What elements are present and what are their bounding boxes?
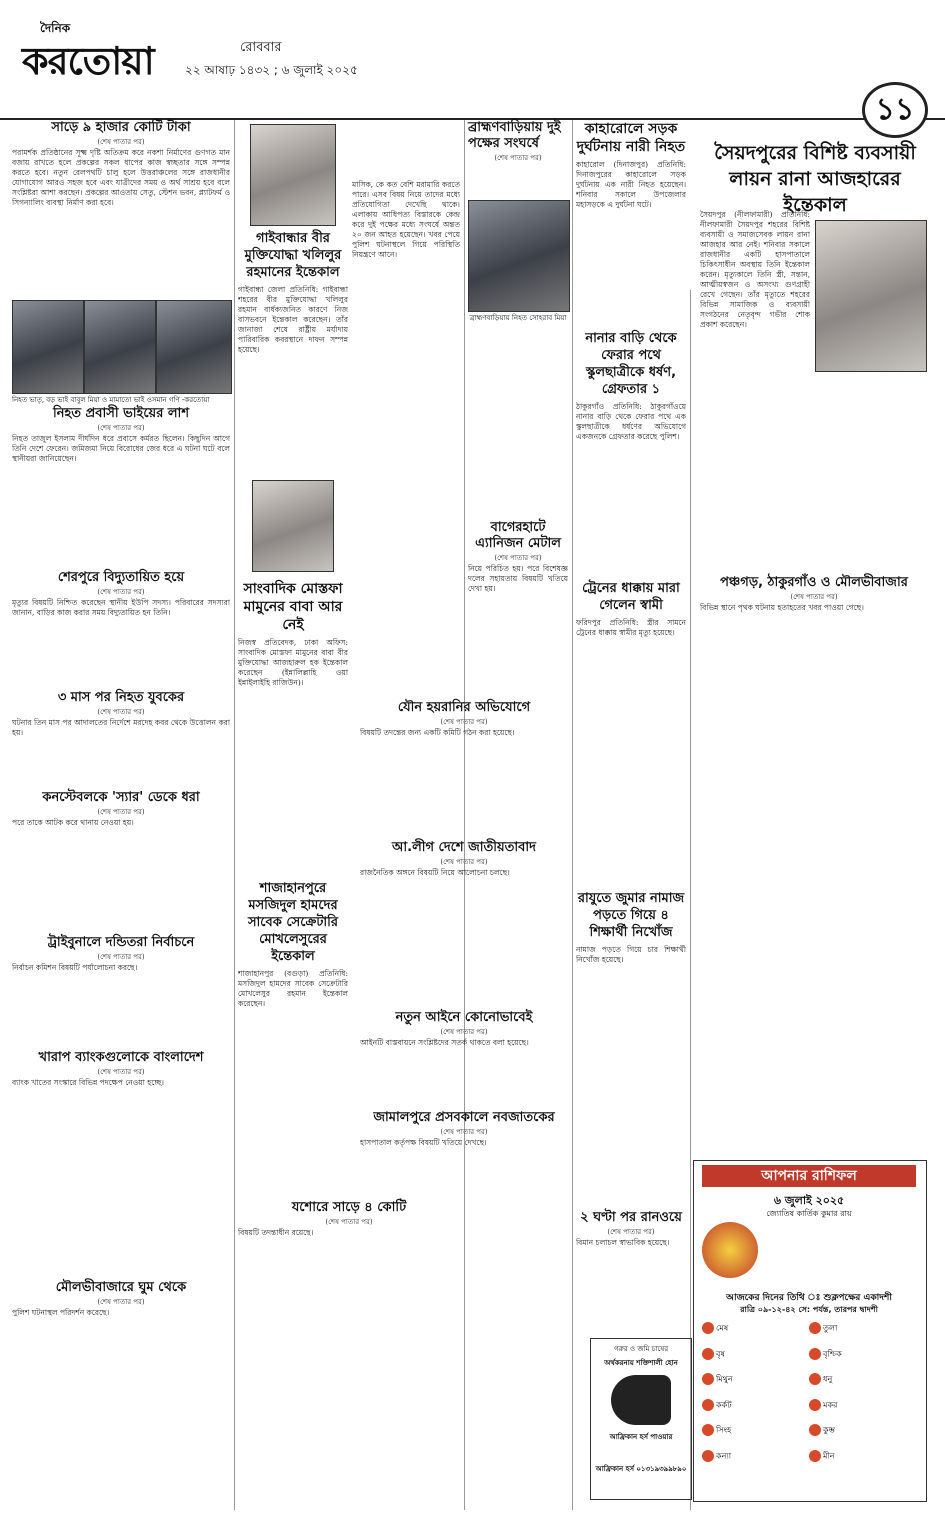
headline: ট্রেনের ধাক্কায় মারা গেলেন স্বামী bbox=[582, 581, 680, 613]
continuation: (শেষ পাতার পর) bbox=[494, 554, 542, 562]
headline: কনস্টেবলকে 'স্যার' ডেকে ধরা bbox=[42, 790, 200, 805]
article bbox=[576, 890, 686, 1095]
continuation: (শেষ পাতার পর) bbox=[440, 1128, 488, 1136]
headline: ৩ মাস পর নিহত যুবকের bbox=[57, 690, 185, 705]
continuation: (শেষ পাতার পর) bbox=[97, 808, 145, 816]
photo bbox=[468, 200, 570, 312]
article-body: ঘটনার তিন মাস পর আদালতের নির্দেশে মরদেহ কবর থেকে উত্তোলন করা হয়। bbox=[12, 718, 230, 737]
article bbox=[12, 790, 230, 928]
column-rule bbox=[572, 120, 573, 1510]
scorpio-icon bbox=[809, 1348, 821, 1360]
continuation: (শেষ পাতার পর) bbox=[607, 1228, 655, 1236]
article bbox=[238, 230, 348, 455]
headline: বাগেরহাটে এ্যানিজন মেটাল bbox=[475, 520, 561, 551]
photo-caption: নিহত ভাতৃ, বড় ভাই বাবুল মিয়া ও মামাতো ভাই ওসমান গণি -করতোয়া bbox=[12, 396, 210, 404]
photo bbox=[156, 300, 232, 394]
column-rule bbox=[234, 120, 235, 1510]
headline: মৌলভীবাজারে ঘুম থেকে bbox=[55, 1280, 187, 1295]
sign-item: ধনু bbox=[809, 1373, 916, 1387]
continuation: (শেষ পাতার পর) bbox=[325, 1218, 373, 1226]
continuation: (শেষ পাতার পর) bbox=[97, 424, 145, 432]
continuation: (শেষ পাতার পর) bbox=[790, 593, 838, 601]
article bbox=[238, 1200, 460, 1478]
article-body: ব্যাংক খাতের সংস্কারে বিভিন্ন পদক্ষেপ নেওয়া হচ্ছে। bbox=[12, 1078, 164, 1087]
article bbox=[238, 580, 348, 778]
taurus-icon bbox=[702, 1348, 714, 1360]
sign-item: কুম্ভ bbox=[809, 1424, 916, 1438]
headline: সাংবাদিক মোস্তফা মামুনের বাবা আর নেই bbox=[243, 581, 343, 633]
headline: খারাপ ব্যাংকগুলোকে বাংলাদেশ bbox=[38, 1050, 204, 1065]
libra-icon bbox=[809, 1322, 821, 1334]
photo-caption: ব্রাহ্মণবাড়িয়ায় নিহত সোহরাব মিয়া bbox=[469, 314, 567, 322]
headline: নিহত প্রবাসী ভাইয়ের লাশ bbox=[52, 406, 190, 421]
article-body: কাহারোল (দিনাজপুর) প্রতিনিধি: দিনাজপুরের কাহারোলে সড়ক দুর্ঘটনায় এক নারী নিহত হয়েছেন। শনিবার সকালে উপজেলার মহাসড়কে এ দুর্ঘটনা ঘটে। bbox=[576, 160, 686, 209]
ad-line1: গরুর ও জমি চাষের bbox=[613, 1345, 669, 1353]
photo bbox=[815, 220, 927, 372]
article-body: নিজস্ব প্রতিবেদক, ঢাকা অফিস: সাংবাদিক মোস্তফা মামুনের বাবা বীর মুক্তিযোদ্ধা আজহারুল হক ইন্তেকাল করেছেন (ইন্নালিল্লাহি ওয়া ইন্নাইলাইহি রাজিউন)। bbox=[238, 638, 348, 687]
sign-item: কন্যা bbox=[702, 1450, 809, 1464]
article-body: বিষয়টি তদন্তের জন্য একটি কমিটি গঠন করা হয়েছে। bbox=[360, 728, 515, 737]
headline: আ.লীগ দেশে জাতীয়তাবাদ bbox=[392, 840, 536, 855]
continuation: (শেষ পাতার পর) bbox=[494, 154, 542, 162]
horoscope-astrologer: জ্যোতিষ কার্তিক কুমার রায় bbox=[766, 1209, 852, 1218]
article bbox=[576, 580, 686, 818]
article bbox=[12, 1050, 230, 1278]
continuation: (শেষ পাতার পর) bbox=[97, 1298, 145, 1306]
article-body: ঠাকুরগাঁও প্রতিনিধি: ঠাকুরগাঁওয়ে নানার বাড়ি থেকে ফেরার পথে এক স্কুলছাত্রীকে ধর্ষণের অভিযোগে একজনকে গ্রেফতার করেছে পুলিশ। bbox=[576, 402, 686, 441]
photo bbox=[12, 300, 84, 394]
continuation: (শেষ পাতার পর) bbox=[97, 1068, 145, 1076]
article-body: নিয়ে পরিচিত হয়। পরে বিশেষজ্ঞ দলের সহায়তায় বিষয়টি খতিয়ে দেখা হয়। bbox=[468, 564, 568, 593]
article-body: মাসিক, কে কত বেশি মরামারি করতে পারে। এসব বিষয় নিয়ে তাদের মধ্যে প্রতিযোগিতা দেখেছি থাকে। এলাকায় আধিপত্য বিস্তারকে কেন্দ্র করে দুই পক্ষের মধ্যে সংঘর্ষে অন্তত ২০ জন আহত হয়েছেন। খবর পেয়ে পুলিশ ঘটনাস্থলে গিয়ে পরিস্থিতি নিয়ন্ত্রণে আনে। bbox=[352, 180, 460, 259]
photo bbox=[250, 124, 336, 226]
article-body: বিমান চলাচল স্বাভাবিক হয়েছে। bbox=[576, 1238, 670, 1247]
sign-item: বৃশ্চিক bbox=[809, 1348, 916, 1362]
headline: নতুন আইনে কোনোভাবেই bbox=[395, 1010, 533, 1025]
sign-item: বৃষ bbox=[702, 1348, 809, 1362]
article-body: গাইবান্ধা জেলা প্রতিনিধি: গাইবান্ধা শহরের বীর মুক্তিযোদ্ধা খলিলুর রহমান বার্ধক্যজনিত কারণে নিজ বাসভবনে ইন্তেকাল করেছেন। তাঁর জানাজা শেষে রাষ্ট্রীয় মর্যাদায় পারিবারিক কবরস্থানে দাফন সম্পন্ন হয়েছে। bbox=[238, 285, 348, 354]
headline: শেরপুরে বিদ্যুতায়িত হয়ে bbox=[57, 570, 185, 585]
article-body: রাজনৈতিক অঙ্গনে বিষয়টি নিয়ে আলোচনা চলছে। bbox=[360, 868, 510, 877]
article bbox=[12, 935, 230, 1053]
leo-icon bbox=[702, 1424, 714, 1436]
aries-icon bbox=[702, 1322, 714, 1334]
article bbox=[700, 140, 930, 218]
article-body: বিভিন্ন স্থানে পৃথক ঘটনায় হতাহতের খবর পাওয়া গেছে। bbox=[700, 603, 864, 612]
article bbox=[576, 1210, 686, 1338]
horoscope-time: রাত্রি ০৯-১২-৪২ সে: পর্যন্ত, তারপর দ্বাদশী bbox=[740, 1305, 878, 1314]
article-body: শাজাহানপুর (বগুড়া) প্রতিনিধি: মসজিদুল হামদের সাবেক সেক্রেটারি মোখলেসুর রহমান ইন্তেকাল করেছেন। bbox=[238, 969, 348, 1008]
article-body: সৈয়দপুর (নীলফামারী) প্রতিনিধি: নীলফামারী সৈয়দপুর শহরের বিশিষ্ট ব্যবসায়ী ও সমাজসেবক লায়ন রানা আজহার আর নেই। শনিবার সকালে রাজধানীর একটি হাসপাতালে চিকিৎসাধীন অবস্থায় তিনি ইন্তেকাল করেন। মৃত্যুকালে তিনি স্ত্রী, সন্তান, আত্মীয়স্বজন ও অসংখ্য গুণগ্রাহী রেখে গেছেন। তাঁর মৃত্যুতে শহরের বিভিন্ন সামাজিক ও ব্যবসায়ী সংগঠনের নেতৃবৃন্দ গভীর শোক প্রকাশ করেছেন। bbox=[700, 210, 810, 329]
horoscope-title: আপনার রাশিফল bbox=[702, 1165, 916, 1187]
continuation: (শেষ পাতার পর) bbox=[97, 138, 145, 146]
headline: সৈয়দপুরের বিশিষ্ট ব্যবসায়ী লায়ন রানা আজহারের ইন্তেকাল bbox=[714, 142, 916, 216]
page-number: ১১ bbox=[862, 82, 928, 138]
article-body: পরামর্শক প্রতিষ্ঠানের সূক্ষ্ম দৃষ্টি অতিক্রম করে নকশা নির্মাণের গুণগত মান বজায় রাখতে হলে প্রকল্পের সকল ধাপের কাজ স্বচ্ছতার সঙ্গে সম্পন্ন করতে হবে। নতুন রেলপথটি চালু হলে উত্তরাঞ্চলের সঙ্গে রাজধানীর যোগাযোগ আরও সহজ হবে এবং যাত্রীদের সময় ও অর্থ সাশ্রয় হবে বলে সংশ্লিষ্টরা আশা করছেন। প্রকল্পের আওতায় সেতু, স্টেশন ভবন, প্ল্যাটফর্ম ও সিগন্যালিং ব্যবস্থা নির্মাণ করা হবে। bbox=[12, 148, 230, 207]
headline: ২ ঘণ্টা পর রানওয়ে bbox=[580, 1210, 682, 1225]
article bbox=[468, 120, 568, 164]
article-body: নামাজ পড়তে গিয়ে চার শিক্ষার্থী নিখোঁজ হয়েছে। bbox=[576, 945, 686, 964]
horoscope-tithi: আজকের দিনের তিথি ঃ শুক্লপক্ষের একাদশী bbox=[726, 1293, 892, 1303]
capricorn-icon bbox=[809, 1399, 821, 1411]
sign-item: মেষ bbox=[702, 1322, 809, 1336]
pisces-icon bbox=[809, 1450, 821, 1462]
headline: পঞ্চগড়, ঠাকুরগাঁও ও মৌলভীবাজার bbox=[720, 575, 908, 590]
article-body: বিষয়টি তদন্তাধীন রয়েছে। bbox=[238, 1228, 314, 1237]
photo bbox=[252, 480, 334, 572]
headline: নানার বাড়ি থেকে ফেরার পথে স্কুলছাত্রীকে ধর্ষণ, গ্রেফতার ১ bbox=[585, 331, 677, 397]
zodiac-wheel-icon bbox=[702, 1222, 758, 1278]
article-body: ফরিদপুর প্রতিনিধি: স্ত্রীর সামনে ট্রেনের ধাক্কায় স্বামীর মৃত্যু হয়েছে। bbox=[576, 618, 686, 637]
headline: ট্রাইবুনালে দন্ডিতরা নির্বাচনে bbox=[47, 935, 195, 950]
sign-item: মীন bbox=[809, 1450, 916, 1464]
horse-icon bbox=[611, 1375, 671, 1425]
article bbox=[360, 1010, 568, 1118]
advertisement bbox=[590, 1338, 692, 1500]
headline: রাযুতে জুমার নামাজ পড়তে গিয়ে ৪ শিক্ষার্থী নিখোঁজ bbox=[577, 891, 685, 940]
ad-phone: আফ্রিকান হর্স ০১৩১৯৩৯৯৮৯০ bbox=[595, 1465, 687, 1473]
article-body: নির্বাচন কমিশন বিষয়টি পর্যালোচনা করছে। bbox=[12, 963, 138, 972]
sign-item: মিথুন bbox=[702, 1373, 809, 1387]
continuation: (শেষ পাতার পর) bbox=[440, 858, 488, 866]
article bbox=[700, 210, 810, 460]
continuation: (শেষ পাতার পর) bbox=[440, 1028, 488, 1036]
headline: শাজাহানপুরে মসজিদুল হামদের সাবেক সেক্রেটারি মোখলেসুরের ইন্তেকাল bbox=[247, 881, 339, 964]
headline: জামালপুরে প্রসবকালে নবজাতকের bbox=[373, 1110, 555, 1125]
article bbox=[700, 575, 928, 1163]
horoscope-date: ৬ জুলাই ২০২৫ bbox=[773, 1194, 845, 1207]
article bbox=[12, 406, 230, 554]
headline: গাইবান্ধার বীর মুক্তিযোদ্ধা খলিলুর রহমানের ইন্তেকাল bbox=[244, 231, 342, 280]
continuation: (শেষ পাতার পর) bbox=[440, 718, 488, 726]
cancer-icon bbox=[702, 1399, 714, 1411]
article bbox=[576, 120, 686, 280]
virgo-icon bbox=[702, 1450, 714, 1462]
headline: যৌন হয়রানির অভিযোগে bbox=[397, 700, 531, 715]
article bbox=[360, 840, 568, 1018]
day-name: রোববার bbox=[240, 40, 282, 55]
article bbox=[12, 120, 230, 298]
sign-item: মকর bbox=[809, 1399, 916, 1413]
article bbox=[360, 700, 568, 828]
article bbox=[468, 520, 568, 644]
headline: কাহারোলে সড়ক দুর্ঘটনায় নারী নিহত bbox=[576, 121, 686, 155]
article bbox=[12, 1280, 230, 1508]
article bbox=[12, 690, 230, 788]
sign-item: সিংহ bbox=[702, 1424, 809, 1438]
logo: করতোয়া bbox=[22, 39, 154, 83]
publish-date: ২২ আষাঢ় ১৪৩২ ; ৬ জুলাই ২০২৫ bbox=[185, 63, 358, 77]
sagittarius-icon bbox=[809, 1373, 821, 1385]
article bbox=[12, 570, 230, 676]
sign-item: কর্কট bbox=[702, 1399, 809, 1413]
headline: যশোরে সাড়ে ৪ কোটি bbox=[291, 1200, 407, 1215]
article-body: হাসপাতাল কর্তৃপক্ষ বিষয়টি খতিয়ে দেখছে। bbox=[360, 1138, 487, 1147]
article-body: মৃত্যুর বিষয়টি নিশ্চিত করেছেন স্থানীয় ইউপি সদস্য। পরিবারের সদস্যরা জানান, বাড়ির কাজ করার সময় বিদ্যুতায়িত হন তিনি। bbox=[12, 598, 230, 617]
article-body: আইনটি বাস্তবায়নে সংশ্লিষ্টদের সতর্ক থাকতে বলা হয়েছে। bbox=[360, 1038, 529, 1047]
logo-small: দৈনিক bbox=[40, 21, 71, 35]
masthead bbox=[0, 0, 945, 120]
horoscope-signs bbox=[702, 1322, 916, 1463]
article bbox=[576, 330, 686, 542]
photo bbox=[84, 300, 156, 394]
ad-line2: অর্থকরনায় শক্তিশালী হোন bbox=[604, 1359, 678, 1367]
ad-brand: আফ্রিকান হর্স পাওয়ার bbox=[609, 1433, 673, 1441]
article bbox=[352, 120, 460, 380]
continuation: (শেষ পাতার পর) bbox=[97, 708, 145, 716]
sign-item: তুলা bbox=[809, 1322, 916, 1336]
article-body: পরে তাকে আটক করে থানায় নেওয়া হয়। bbox=[12, 818, 134, 827]
continuation: (শেষ পাতার পর) bbox=[97, 588, 145, 596]
article bbox=[360, 1110, 568, 1218]
article-body: পুলিশ ঘটনাস্থল পরিদর্শন করেছে। bbox=[12, 1308, 110, 1317]
headline: সাড়ে ৯ হাজার কোটি টাকা bbox=[51, 120, 191, 135]
headline: ব্রাহ্মণবাড়িয়ায় দুই পক্ষের সংঘর্ষে bbox=[468, 120, 561, 151]
column-rule bbox=[690, 290, 691, 1510]
article-body: নিহত তাজুল ইসলাম দীর্ঘদিন ধরে প্রবাসে কর্মরত ছিলেন। কিছুদিন আগে তিনি দেশে ফেরেন। জমিজমা নিয়ে বিরোধের জের ধরে এ ঘটনা ঘটে বলে স্থানীয়রা জানিয়েছেন। bbox=[12, 434, 230, 463]
continuation: (শেষ পাতার পর) bbox=[97, 953, 145, 961]
aquarius-icon bbox=[809, 1424, 821, 1436]
gemini-icon bbox=[702, 1373, 714, 1385]
